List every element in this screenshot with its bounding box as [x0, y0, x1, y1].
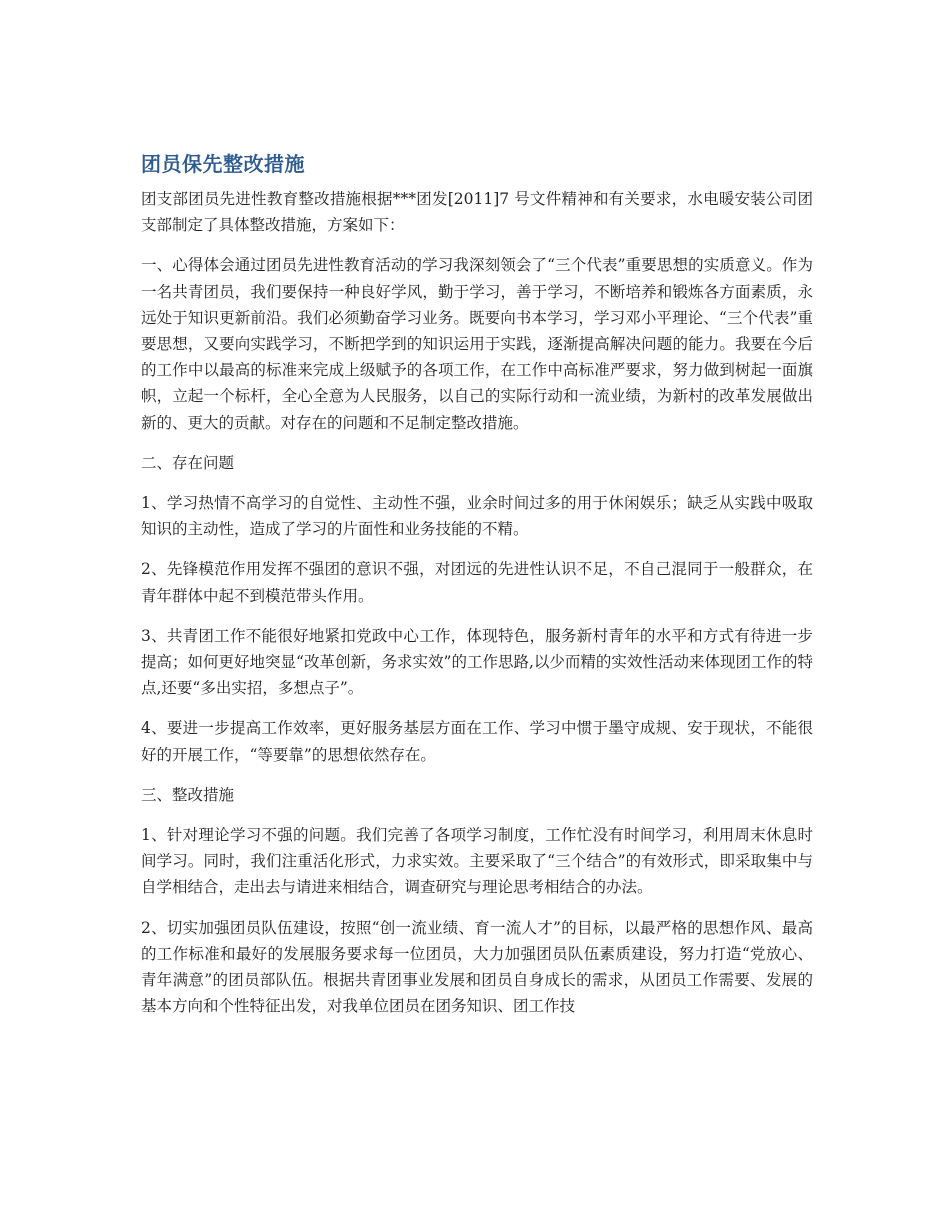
paragraph-intro: 团支部团员先进性教育整改措施根据***团发[2011]7 号文件精神和有关要求，水电暖安装公司团支部制定了具体整改措施，方案如下：: [141, 190, 813, 235]
paragraph-problem-3: 3、共青团工作不能很好地紧扣党政中心工作，体现特色，服务新村青年的水平和方式有待进一步提高；如何更好地突显“改革创新，务求实效”的工作思路,以少而精的实效性活动来体现团工作的特点,还要“多出实招，多想点子”。: [141, 626, 813, 698]
paragraph-measure-2: 2、切实加强团员队伍建设，按照“创一流业绩、育一流人才”的目标，以最严格的思想作风、最高的工作标准和最好的发展服务要求每一位团员，大力加强团员队伍素质建设，努力打造“党放心、青年满意”的团员部队伍。根据共青团事业发展和团员自身成长的需求，从团员工作需要、发展的基本方向和个性特征出发，对我单位团员在团务知识、团工作技: [141, 918, 813, 1016]
paragraph-measure-1: 1、针对理论学习不强的问题。我们完善了各项学习制度，工作忙没有时间学习，利用周末休息时间学习。同时，我们注重活化形式，力求实效。主要采取了“三个结合”的有效形式，即采取集中与自学相结合，走出去与请进来相结合，调查研究与理论思考相结合的办法。: [141, 826, 813, 897]
document-page: [141, 150, 813, 1033]
section-heading-measures: 三、整改措施: [141, 785, 235, 804]
paragraph-experience: 一、心得体会通过团员先进性教育活动的学习我深刻领会了“三个代表”重要思想的实质意义。作为一名共青团员，我们要保持一种良好学风，勤于学习，善于学习，不断培养和锻炼各方面素质，永远处于知识更新前沿。我们必须勤奋学习业务。既要向书本学习，学习邓小平理论、“三个代表”重要思想，又要向实践学习，不断把学到的知识运用于实践，逐渐提高解决问题的能力。我要在今后的工作中以最高的标准来完成上级赋予的各项工作，在工作中高标准严要求，努力做到树起一面旗帜，立起一个标杆，全心全意为人民服务，以自己的实际行动和一流业绩，为新村的改革发展做出新的、更大的贡献。对存在的问题和不足制定整改措施。: [141, 256, 813, 432]
document-title: 团员保先整改措施: [141, 152, 305, 176]
paragraph-problem-4: 4、要进一步提高工作效率，更好服务基层方面在工作、学习中惯于墨守成规、安于现状，不能很好的开展工作，“等要靠”的思想依然存在。: [141, 719, 813, 764]
paragraph-problem-2: 2、先锋模范作用发挥不强团的意识不强，对团远的先进性认识不足，不自己混同于一般群众，在青年群体中起不到模范带头作用。: [141, 560, 813, 605]
paragraph-problem-1: 1、学习热情不高学习的自觉性、主动性不强，业余时间过多的用于休闲娱乐；缺乏从实践中吸取知识的主动性，造成了学习的片面性和业务技能的不精。: [141, 494, 813, 539]
section-heading-problems: 二、存在问题: [141, 453, 235, 472]
